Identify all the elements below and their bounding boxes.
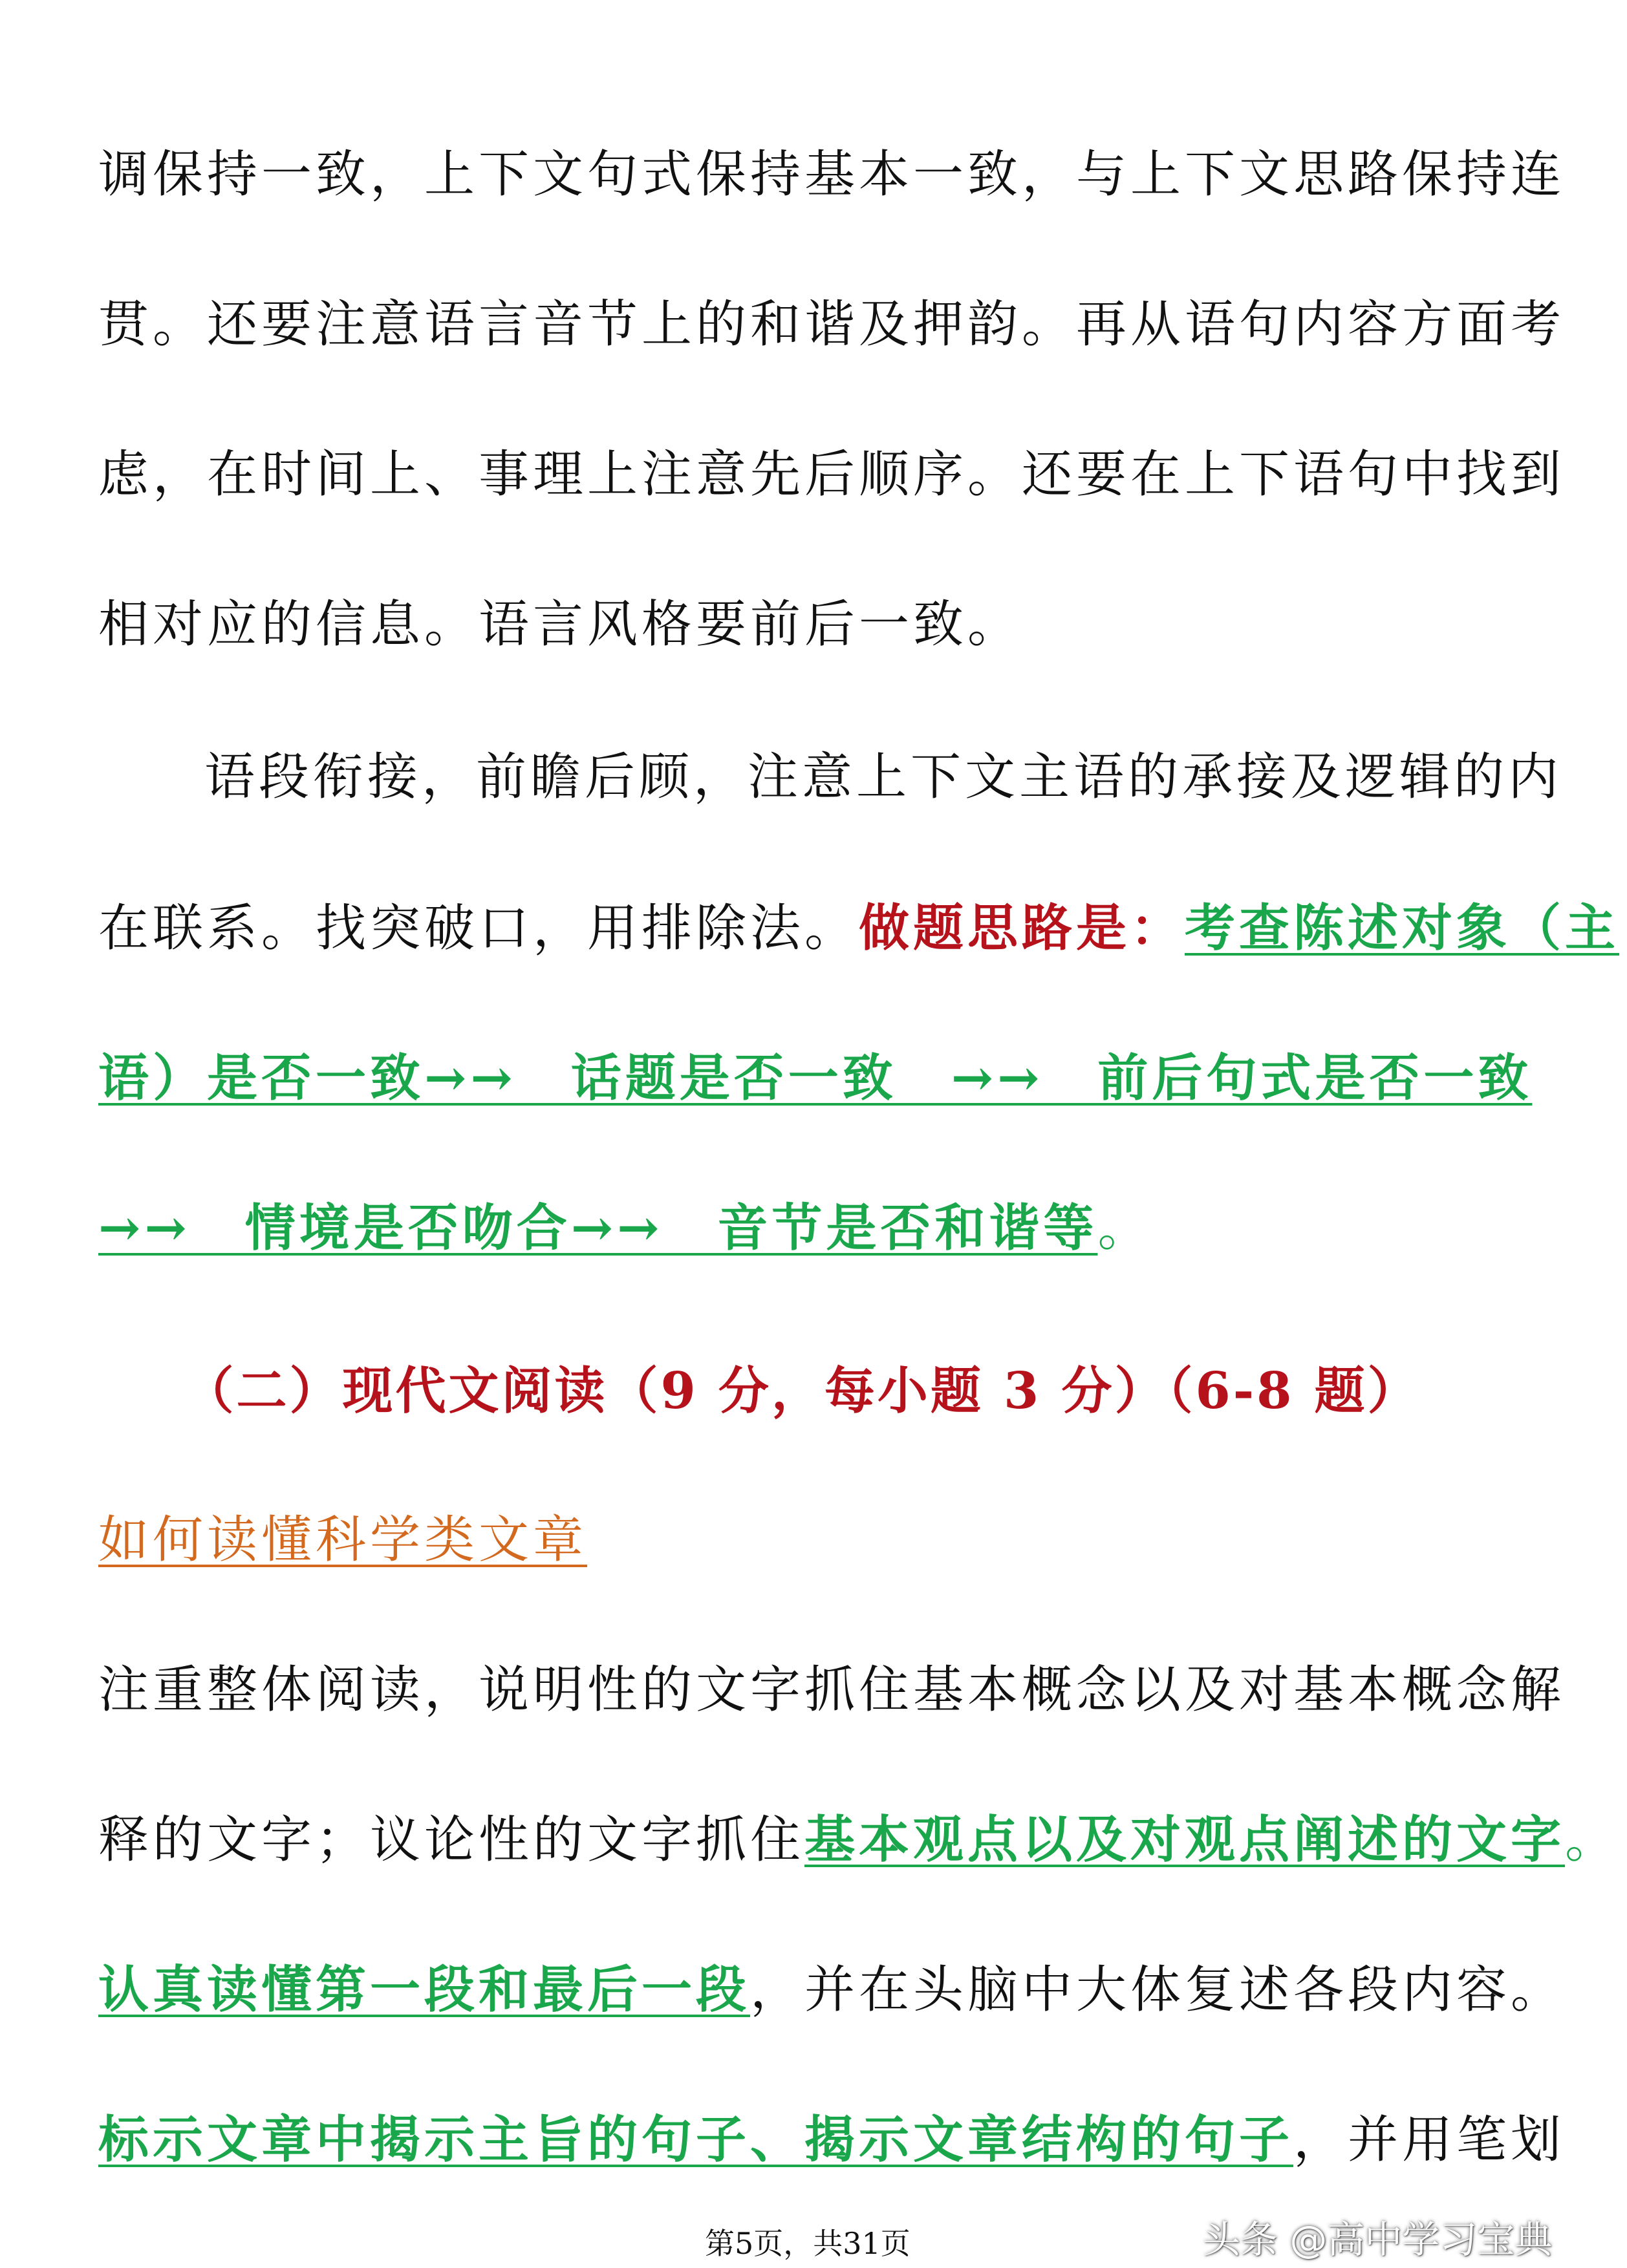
paragraph2-line1: 语段衔接，前瞻后顾，注意上下文主语的承接及逻辑的内 [204,748,1563,806]
paragraph1-line3: 虑，在时间上、事理上注意先后顺序。还要在上下语句中找到 [98,445,1566,504]
paragraph3-line3-text: ，并在头脑中大体复述各段内容。 [750,1961,1566,2019]
watermark: 头条 @高中学习宝典 [1203,2218,1553,2262]
paragraph3-line1: 注重整体阅读，说明性的文字抓住基本概念以及对基本概念解 [98,1661,1566,1719]
paragraph3-line4-text: ，并用笔划 [1293,2111,1566,2169]
paragraph3-line2-text: 释的文字；议论性的文字抓住 [98,1811,805,1869]
section-heading: （二）现代文阅读（9 分，每小题 3 分）（6-8 题） [183,1362,1421,1420]
paragraph3-line2 [98,1795,1620,1885]
approach-highlight-end: →→ 情境是否吻合→→ 音节是否和谐等 [98,1199,1098,1257]
key-sentences-highlight: 标示文章中揭示主旨的句子、揭示文章结构的句子 [98,2110,1294,2169]
paragraph3-line4 [98,2095,1566,2185]
subheading-line [98,1495,1521,1585]
approach-end-punct: 。 [1097,1199,1152,1257]
paragraph3-line3 [98,1945,1566,2035]
viewpoint-highlight: 基本观点以及对观点阐述的文字 [804,1810,1566,1869]
first-last-paragraph-highlight: 认真读懂第一段和最后一段 [98,1960,751,2019]
page-number: 第5页，共31页 [705,2226,910,2261]
paragraph2-line2 [98,883,1620,974]
solving-approach-label: 做题思路是： [859,899,1185,957]
paragraph2-line3 [98,1033,1533,1124]
subheading: 如何读懂科学类文章 [98,1511,588,1569]
paragraph2-line4 [98,1183,1521,1274]
paragraph2-line2-text: 在联系。找突破口，用排除法。 [98,899,859,957]
viewpoint-end-punct: 。 [1565,1811,1620,1869]
paragraph1-line4: 相对应的信息。语言风格要前后一致。 [98,595,1022,654]
paragraph1-line2: 贯。还要注意语言音节上的和谐及押韵。再从语句内容方面考 [98,295,1566,354]
paragraph1-line1: 调保持一致，上下文句式保持基本一致，与上下文思路保持连 [98,145,1566,204]
approach-highlight-middle: 语）是否一致→→ 话题是否一致 →→ 前后句式是否一致 [98,1049,1533,1107]
approach-highlight-start: 考查陈述对象（主 [1185,899,1620,957]
